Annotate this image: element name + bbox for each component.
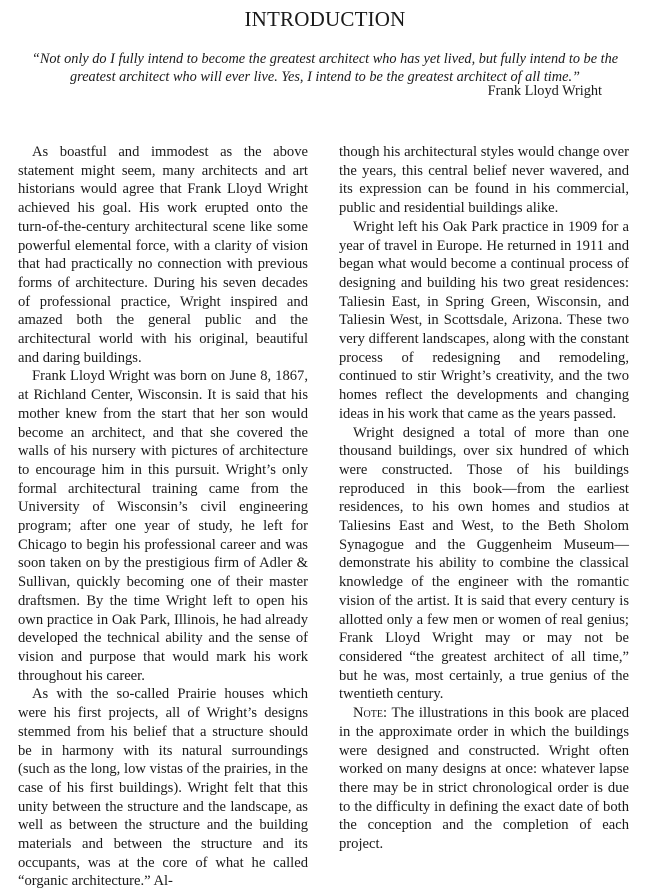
paragraph: Wright designed a total of more than one thousand buildings, over six hundred of which were constructed. Those of his buildings reproduced in this book—from the earliest residences, to his own homes and studios at Taliesins East and West, to the Beth Sholom Synagogue and the Guggenheim Museum—demonstrate his ability to combine the classical knowledge of the engineer with the romantic vision of the artist. It is said that every century is allotted only a few men or women of real genius; Frank Lloyd Wright may or may not be considered “the greatest architect of all time,” but he was, most certainly, a true genius of the twentieth century. <box>339 424 629 703</box>
right-column <box>339 143 629 854</box>
note-label: Note: <box>353 705 388 722</box>
note-paragraph <box>339 704 629 854</box>
page-title: INTRODUCTION <box>244 7 406 31</box>
epigraph-quote: “Not only do I fully intend to become the greatest architect who has yet lived, but fully intend to be the greatest architect who will ever live. Yes, I intend to be the greatest architect of all time.” <box>31 51 619 85</box>
epigraph-author: Frank Lloyd Wright <box>487 83 602 99</box>
note-text: The illustrations in this book are placed in the approximate order in which the buildings were designed and constructed. Wright often worked on many designs at once: whatever lapse there may be in strict chronological order is due to the difficulty in defining the exact date of both the conception and the completion of each project. <box>339 705 629 853</box>
paragraph: Frank Lloyd Wright was born on June 8, 1867, at Richland Center, Wisconsin. It is said that his mother knew from the start that her son would become an architect, and that she covered the walls of his nursery with pictures of architecture to encourage him in this pursuit. Wright’s only formal architectural training came from the University of Wisconsin’s civil engineering program; after one year of study, he left for Chicago to begin his professional career and was soon taken on by the prestigious firm of Adler & Sullivan, quickly becoming one of their master draftsmen. By the time Wright left to open his own practice in Oak Park, Illinois, he had already developed the technical ability and the sense of vision and purpose that would mark his work throughout his career. <box>18 368 308 684</box>
left-column <box>18 143 308 891</box>
paragraph: As boastful and immodest as the above statement might seem, many architects and art historians would agree that Frank Lloyd Wright achieved his goal. His work erupted onto the turn-of-the-century architectural scene like some powerful elemental force, with a clarity of vision that had practically no connection with previous forms of architecture. During his seven decades of professional practice, Wright inspired and amazed both the general public and the architectural world with his original, beautiful and daring buildings. <box>18 144 308 366</box>
paragraph: Wright left his Oak Park practice in 1909 for a year of travel in Europe. He returned in 1911 and began what would become a continual process of designing and building his two great residences: Taliesin East, in Spring Green, Wisconsin, and Taliesin West, in Scottsdale, Arizona. These two very different landscapes, along with the constant process of redesigning and remodeling, continued to stir Wright’s creativity, and the two homes reflect the developments and changing ideas in his work that came as the years passed. <box>339 218 629 422</box>
paragraph-continuation: though his architectural styles would change over the years, this central belief never wavered, and its expression can be found in his commercial, public and residential buildings alike. <box>339 144 629 217</box>
paragraph: As with the so-called Prairie houses which were his first projects, all of Wright’s designs stemmed from his belief that a structure should be in harmony with its natural surroundings (such as the long, low vistas of the prairies, in the case of his first buildings). Wright felt that this unity between the structure and the landscape, as well as between the structure and the building materials and between the structure and its occupants, was at the core of what he called “organic architecture.” Al- <box>18 686 308 890</box>
